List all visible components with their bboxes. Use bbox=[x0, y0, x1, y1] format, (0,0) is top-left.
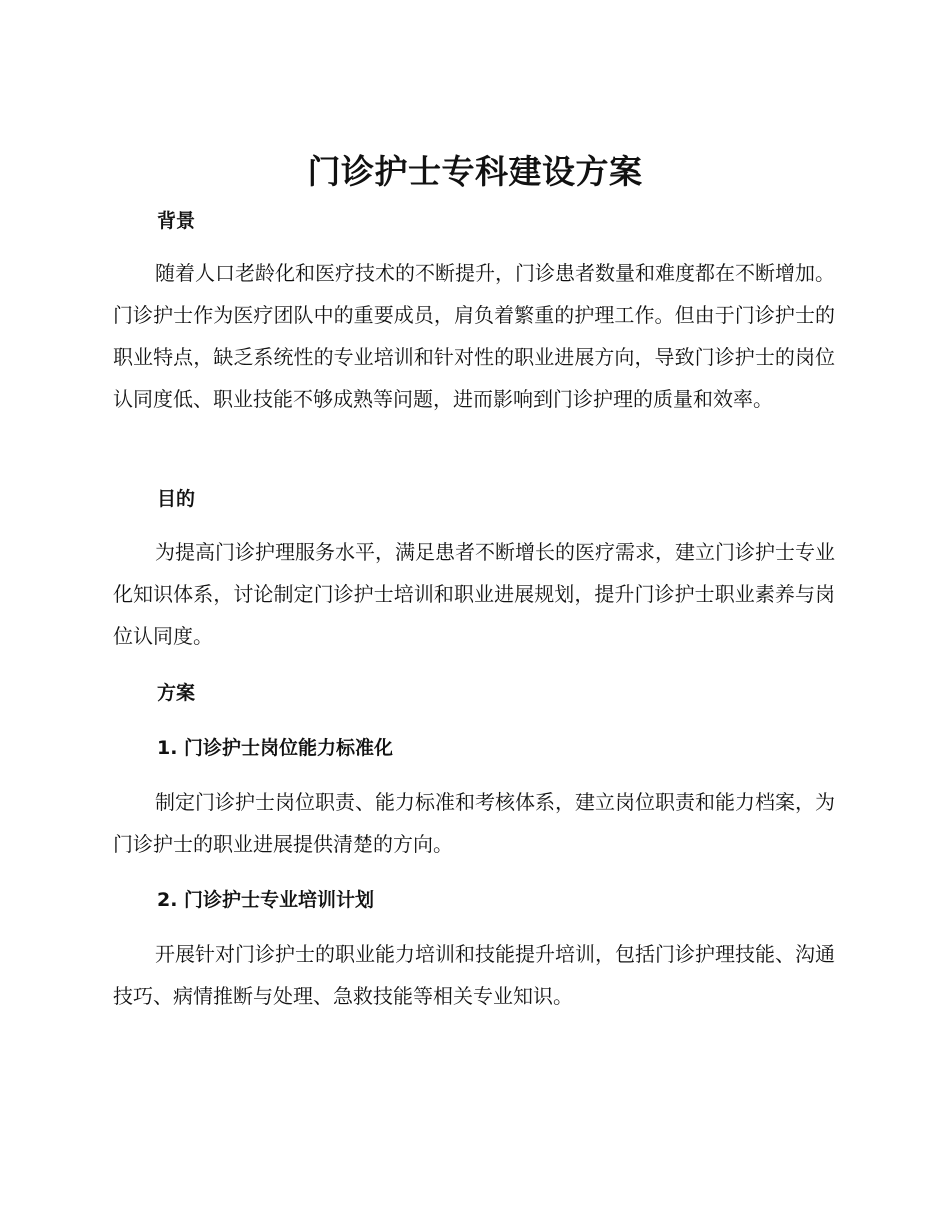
section-paragraph-purpose: 为提高门诊护理服务水平，满足患者不断增长的医疗需求，建立门诊护士专业化知识体系，讨论制定门诊护士培训和职业进展规划，提升门诊护士职业素养与岗位认同度。 bbox=[113, 540, 835, 648]
document-title: 门诊护士专科建设方案 bbox=[307, 152, 643, 191]
section-heading-plan: 方案 bbox=[157, 682, 196, 704]
section-heading-purpose: 目的 bbox=[157, 488, 196, 510]
section-paragraph-plan-item-2: 开展针对门诊护士的职业能力培训和技能提升培训，包括门诊护理技能、沟通技巧、病情推断与处理、急救技能等相关专业知识。 bbox=[113, 942, 835, 1008]
section-heading-background: 背景 bbox=[157, 210, 196, 232]
section-paragraph-background: 随着人口老龄化和医疗技术的不断提升，门诊患者数量和难度都在不断增加。门诊护士作为医疗团队中的重要成员，肩负着繁重的护理工作。但由于门诊护士的职业特点，缺乏系统性的专业培训和针对性的职业进展方向，导致门诊护士的岗位认同度低、职业技能不够成熟等问题，进而影响到门诊护理的质量和效率。 bbox=[113, 261, 835, 411]
section-heading-plan-item-1: 1. 门诊护士岗位能力标准化 bbox=[157, 737, 394, 759]
section-heading-plan-item-2: 2. 门诊护士专业培训计划 bbox=[157, 889, 375, 911]
section-paragraph-plan-item-1: 制定门诊护士岗位职责、能力标准和考核体系，建立岗位职责和能力档案，为门诊护士的职业进展提供清楚的方向。 bbox=[113, 790, 835, 856]
